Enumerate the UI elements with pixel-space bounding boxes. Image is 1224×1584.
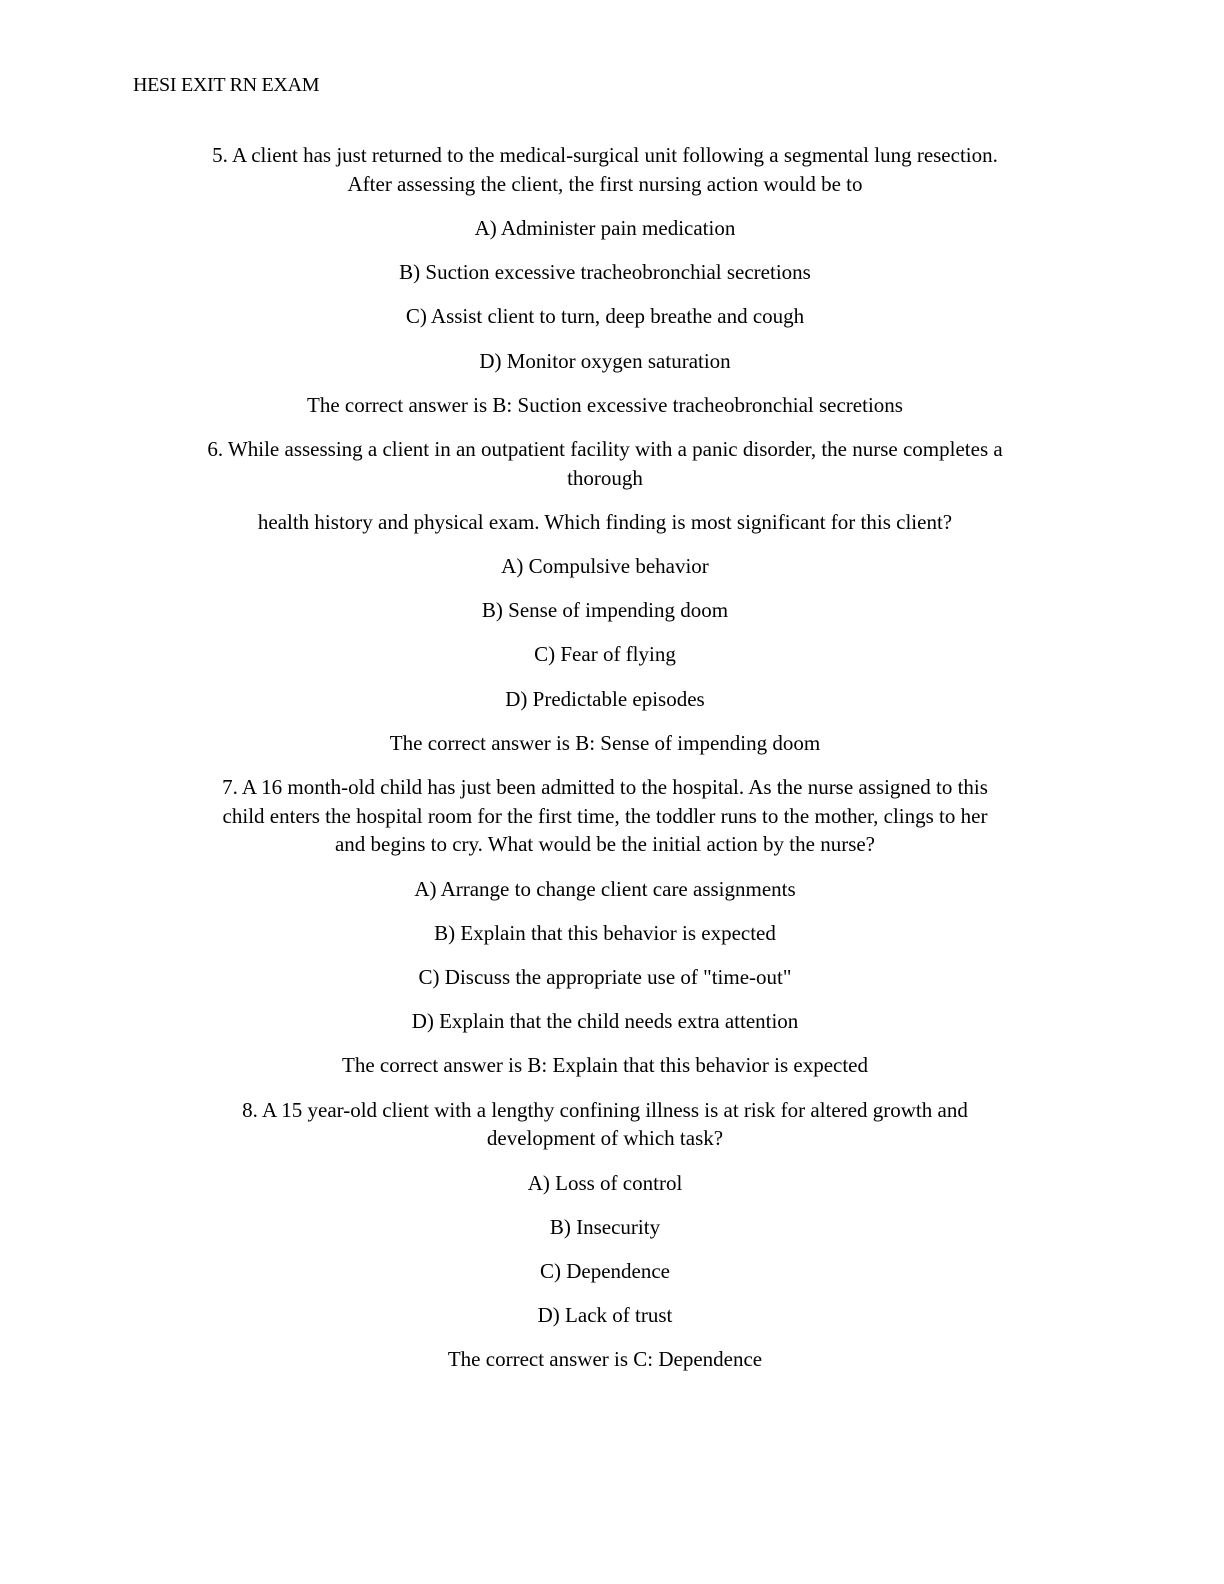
answer-option: A) Arrange to change client care assignments bbox=[414, 876, 796, 901]
question-stem-line: child enters the hospital room for the first time, the toddler runs to the mother, clings to her bbox=[222, 803, 988, 828]
answer-option: D) Predictable episodes bbox=[505, 686, 705, 711]
answer-option: B) Explain that this behavior is expected bbox=[434, 920, 776, 945]
answer-option: A) Loss of control bbox=[527, 1170, 683, 1195]
answer-option: D) Explain that the child needs extra attention bbox=[411, 1009, 799, 1034]
question-8-stem bbox=[140, 1096, 1070, 1153]
question-stem-line: and begins to cry. What would be the initial action by the nurse? bbox=[334, 832, 876, 857]
answer-option: C) Dependence bbox=[539, 1258, 671, 1283]
answer-option: C) Discuss the appropriate use of "time-out" bbox=[418, 965, 792, 990]
answer-option: C) Fear of flying bbox=[534, 642, 676, 667]
answer-option: B) Suction excessive tracheobronchial secretions bbox=[399, 260, 811, 285]
question-stem-line: 5. A client has just returned to the medical-surgical unit following a segmental lung resection. bbox=[212, 143, 998, 167]
question-6-stem bbox=[140, 435, 1070, 492]
question-stem-continuation: health history and physical exam. Which finding is most significant for this client? bbox=[257, 509, 953, 534]
question-7-stem bbox=[140, 773, 1070, 859]
answer-option: C) Assist client to turn, deep breathe and cough bbox=[405, 304, 805, 329]
answer-option: B) Insecurity bbox=[549, 1214, 661, 1239]
question-stem-line: development of which task? bbox=[486, 1126, 724, 1151]
answer-option: B) Sense of impending doom bbox=[481, 598, 729, 623]
question-stem-line: thorough bbox=[567, 465, 643, 490]
answer-option: A) Administer pain medication bbox=[474, 215, 736, 240]
correct-answer: The correct answer is B: Explain that this behavior is expected bbox=[342, 1053, 868, 1078]
answer-option: D) Monitor oxygen saturation bbox=[479, 348, 731, 373]
question-stem-line: After assessing the client, the first nursing action would be to bbox=[347, 171, 863, 196]
correct-answer: The correct answer is C: Dependence bbox=[447, 1347, 763, 1372]
question-stem-line: 8. A 15 year-old client with a lengthy confining illness is at risk for altered growth and bbox=[242, 1097, 968, 1122]
question-stem-line: 6. While assessing a client in an outpatient facility with a panic disorder, the nurse completes a bbox=[207, 436, 1003, 461]
document-header: HESI EXIT RN EXAM bbox=[133, 74, 320, 96]
answer-option: A) Compulsive behavior bbox=[501, 554, 709, 579]
document-content bbox=[140, 141, 1070, 1390]
question-stem-line: 7. A 16 month-old child has just been admitted to the hospital. As the nurse assigned to this bbox=[222, 775, 988, 800]
answer-option: D) Lack of trust bbox=[537, 1303, 673, 1328]
question-5-stem bbox=[140, 141, 1070, 198]
correct-answer: The correct answer is B: Sense of impending doom bbox=[389, 730, 821, 755]
correct-answer: The correct answer is B: Suction excessive tracheobronchial secretions bbox=[307, 392, 903, 417]
